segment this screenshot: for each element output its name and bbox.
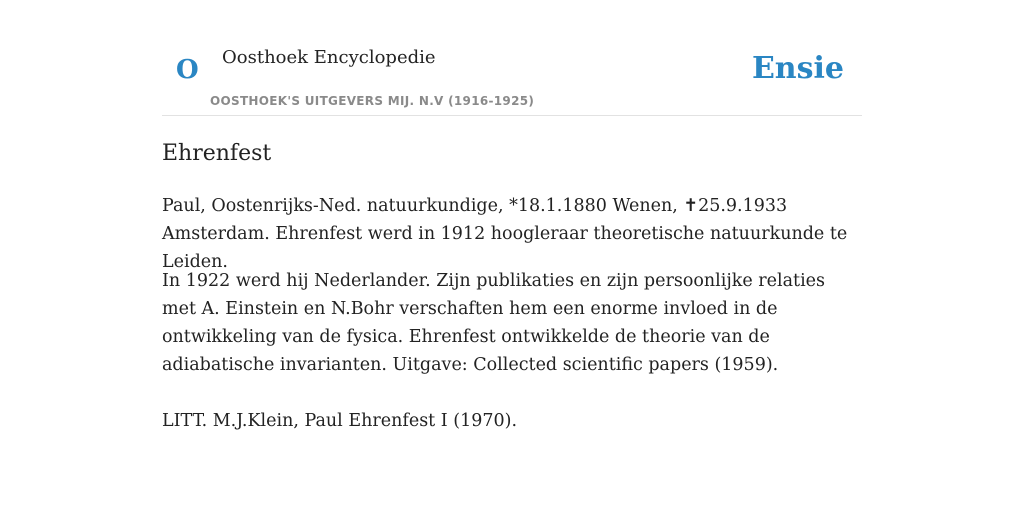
- entry-paragraph-1: Paul, Oostenrijks-Ned. natuurkundige, *18.1.1880 Wenen, ✝25.9.1933 Amsterdam. Ehrenfest werd in 1912 hoogleraar theoretische natuurkunde te Leiden.: [162, 196, 848, 272]
- entry-literature: LITT. M.J.Klein, Paul Ehrenfest I (1970).: [162, 411, 518, 431]
- ensie-brand-logo[interactable]: Ensie: [751, 51, 844, 86]
- article-page: [162, 0, 862, 431]
- entry-title: Ehrenfest: [162, 141, 272, 166]
- entry-paragraph-2: In 1922 werd hij Nederlander. Zijn publikaties en zijn persoonlijke relaties met A. Einstein en N.Bohr verschaften hem een enorme invloed in de ontwikkeling van de fysica. Ehrenfest ontwikkelde de theorie van de adiabatische invarianten. Uitgave: Collected scientific papers (1959).: [162, 271, 826, 375]
- source-publisher: OOSTHOEK'S UITGEVERS MIJ. N.V (1916-1925): [210, 94, 535, 108]
- source-logo[interactable]: O: [176, 55, 199, 85]
- source-title-link[interactable]: Oosthoek Encyclopedie: [222, 47, 436, 68]
- source-header: [162, 0, 862, 116]
